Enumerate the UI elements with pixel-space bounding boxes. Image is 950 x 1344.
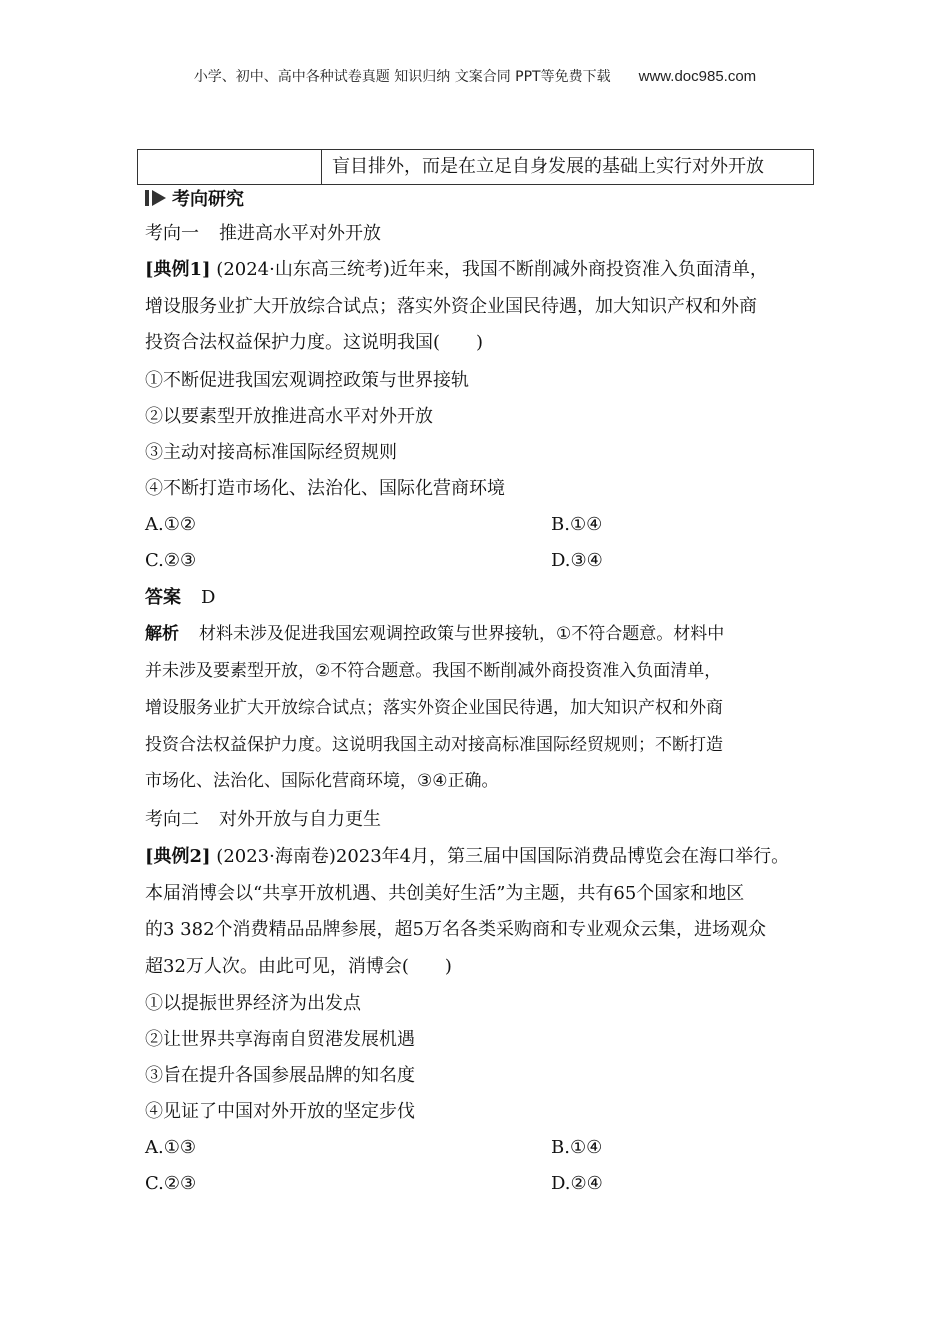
header-url[interactable]: www.doc985.com xyxy=(638,68,757,85)
bar-icon xyxy=(145,190,149,206)
q1-tag: [典例1] xyxy=(145,259,211,280)
q2-option-a: A.①③ xyxy=(145,1137,196,1158)
header-text: 小学、初中、高中各种试卷真题 知识归纳 文案合同 PPT等免费下载 xyxy=(193,69,611,85)
q2-option-c: C.②③ xyxy=(145,1173,197,1194)
q2-stem-line-2: 本届消博会以“共享开放机遇、共创美好生活”为主题，共有65个国家和地区 xyxy=(145,883,745,904)
topic2-title: 对外开放与自力更生 xyxy=(219,809,381,830)
answer-value: D xyxy=(201,587,216,608)
table-cell-left xyxy=(138,150,322,184)
analysis-label: 解析 xyxy=(145,624,179,644)
q1-item-4: ④不断打造市场化、法治化、国际化营商环境 xyxy=(145,478,505,499)
q2-item-2: ②让世界共享海南自贸港发展机遇 xyxy=(145,1029,415,1050)
q1-stem-line-1: [典例1] (2024·山东高三统考)近年来，我国不断削减外商投资准入负面清单， xyxy=(145,259,768,280)
q1-option-a: A.①② xyxy=(145,514,196,535)
q1-analysis-line-1: 解析 材料未涉及促进我国宏观调控政策与世界接轨，①不符合题意。材料中 xyxy=(145,624,725,644)
table-cell-right: 盲目排外，而是在立足自身发展的基础上实行对外开放 xyxy=(332,156,764,177)
q1-option-b: B.①④ xyxy=(551,514,603,535)
q1-analysis-line-5: 市场化、法治化、国际化营商环境，③④正确。 xyxy=(145,771,499,791)
triangle-icon xyxy=(152,190,166,206)
section-heading xyxy=(145,186,244,210)
topic2-heading xyxy=(145,808,381,832)
q1-stem-line-2: 增设服务业扩大开放综合试点；落实外资企业国民待遇，加大知识产权和外商 xyxy=(145,296,757,317)
q2-stem-line-3: 的3 382个消费精品品牌参展，超5万名各类采购商和专业观众云集，进场观众 xyxy=(145,919,766,940)
q1-answer xyxy=(145,586,215,610)
q2-item-3: ③旨在提升各国参展品牌的知名度 xyxy=(145,1065,415,1086)
table-row xyxy=(137,149,814,185)
q2-option-d: D.②④ xyxy=(551,1173,603,1194)
section-title: 考向研究 xyxy=(172,189,244,210)
topic1-heading xyxy=(145,222,381,246)
q1-analysis-line-4: 投资合法权益保护力度。这说明我国主动对接高标准国际经贸规则；不断打造 xyxy=(145,735,723,755)
q1-stem-line-3: 投资合法权益保护力度。这说明我国( ) xyxy=(145,332,484,353)
q2-source: (2023·海南卷) xyxy=(216,846,336,867)
topic2-label: 考向二 xyxy=(145,809,199,830)
topic1-title: 推进高水平对外开放 xyxy=(219,223,381,244)
page-header xyxy=(0,66,950,86)
q1-analysis-line-2: 并未涉及要素型开放，②不符合题意。我国不断削减外商投资准入负面清单， xyxy=(145,661,722,681)
answer-label: 答案 xyxy=(145,587,181,608)
q1-item-2: ②以要素型开放推进高水平对外开放 xyxy=(145,406,433,427)
q1-option-c: C.②③ xyxy=(145,550,197,571)
q2-item-1: ①以提振世界经济为出发点 xyxy=(145,993,361,1014)
q2-stem-line-1: [典例2] (2023·海南卷)2023年4月，第三届中国国际消费品博览会在海口举行。 xyxy=(145,846,790,867)
q1-item-3: ③主动对接高标准国际经贸规则 xyxy=(145,442,397,463)
q2-item-4: ④见证了中国对外开放的坚定步伐 xyxy=(145,1101,415,1122)
q2-stem-line-4: 超32万人次。由此可见，消博会( ) xyxy=(145,956,452,977)
q2-option-b: B.①④ xyxy=(551,1137,603,1158)
q1-item-1: ①不断促进我国宏观调控政策与世界接轨 xyxy=(145,370,469,391)
q1-source: (2024·山东高三统考) xyxy=(216,259,390,280)
topic1-label: 考向一 xyxy=(145,223,199,244)
q2-tag: [典例2] xyxy=(145,846,211,867)
q1-option-d: D.③④ xyxy=(551,550,603,571)
q1-analysis-line-3: 增设服务业扩大开放综合试点；落实外资企业国民待遇，加大知识产权和外商 xyxy=(145,698,723,718)
